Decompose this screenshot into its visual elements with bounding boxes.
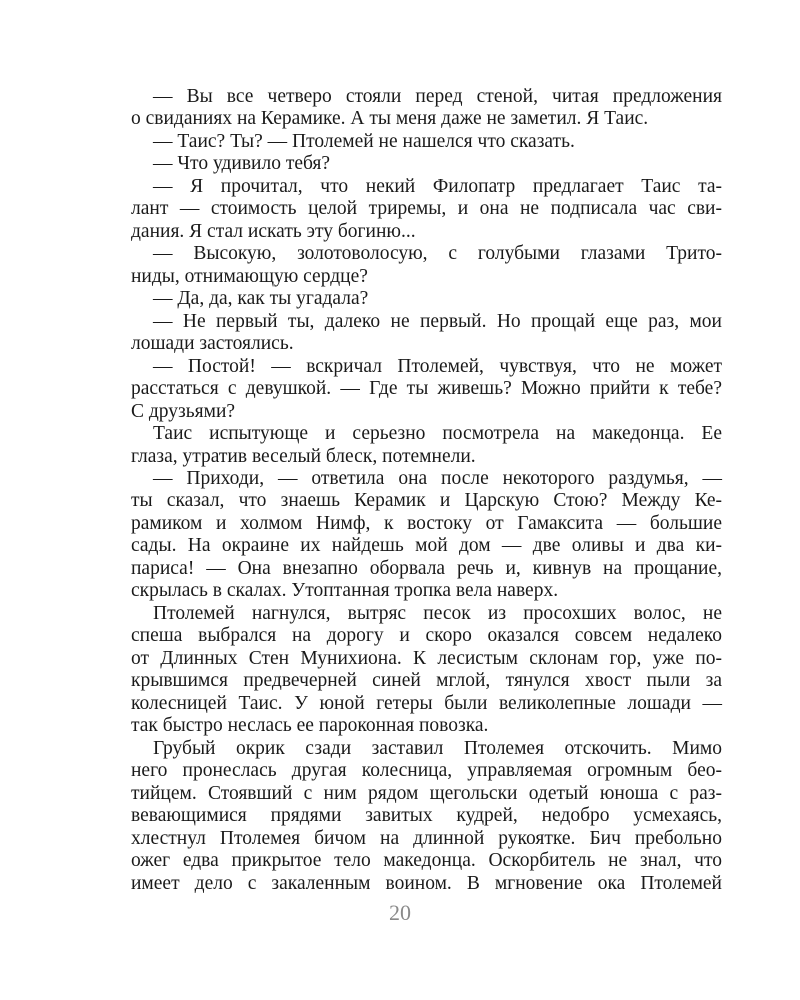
- text-line: тийцем. Стоявший с ним рядом щегольски одетый юноша с раз-: [131, 782, 722, 804]
- text-line: ты сказал, что знаешь Керамик и Царскую Стою? Между Ке-: [131, 490, 722, 512]
- text-line: так быстро неслась ее пароконная повозка.: [131, 715, 489, 737]
- text-line: — Приходи, — ответила она после некоторого раздумья, —: [153, 467, 722, 489]
- text-line: — Не первый ты, далеко не первый. Но прощай еще раз, мои: [153, 310, 722, 332]
- text-line: имеет дело с закаленным воином. В мгновение ока Птолемей: [131, 872, 722, 894]
- text-line: спеша выбрался на дорогу и скоро оказался совсем недалеко: [131, 625, 722, 647]
- text-line: него пронеслась другая колесница, управляемая огромным бео-: [131, 760, 722, 782]
- text-line: париса! — Она внезапно оборвала речь и, кивнув на прощание,: [131, 557, 722, 579]
- text-line: лант — стоимость целой триремы, и она не подписала час сви-: [131, 198, 722, 220]
- text-line: — Вы все четверо стояли перед стеной, читая предложения: [153, 85, 722, 107]
- text-line: — Что удивило тебя?: [153, 153, 331, 175]
- text-line: расстаться с девушкой. — Где ты живешь? Можно прийти к тебе?: [131, 378, 722, 400]
- text-line: — Да, да, как ты угадала?: [153, 288, 369, 310]
- text-line: вевающимися прядями завитых кудрей, недобро усмехаясь,: [131, 805, 722, 827]
- text-line: сады. На окраине их найдешь мой дом — две оливы и два ки-: [131, 535, 722, 557]
- text-line: от Длинных Стен Мунихиона. К лесистым склонам гор, уже по-: [131, 647, 722, 669]
- text-line: Таис испытующе и серьезно посмотрела на македонца. Ее: [153, 423, 722, 445]
- text-line: — Таис? Ты? — Птолемей не нашелся что сказать.: [153, 130, 575, 152]
- text-line: глаза, утратив веселый блеск, потемнели.: [131, 445, 476, 467]
- text-line: ниды, отнимающую сердце?: [131, 265, 368, 287]
- text-line: Птолемей нагнулся, вытряс песок из просохших волос, не: [153, 602, 722, 624]
- text-line: рамиком и холмом Нимф, к востоку от Гамаксита — большие: [131, 512, 722, 534]
- text-line: колесницей Таис. У юной гетеры были великолепные лошади —: [131, 692, 722, 714]
- page-number: 20: [389, 900, 411, 925]
- text-line: дания. Я стал искать эту богиню...: [131, 220, 416, 242]
- text-line: крывшимся предвечерней синей мглой, тянулся хвост пыли за: [131, 670, 722, 692]
- text-line: — Высокую, золотоволосую, с голубыми глазами Трито-: [153, 243, 722, 265]
- text-line: ожег едва прикрытое тело македонца. Оскорбитель не знал, что: [131, 850, 722, 872]
- text-line: хлестнул Птолемея бичом на длинной рукоятке. Бич пребольно: [131, 827, 722, 849]
- text-line: о свиданиях на Керамике. А ты меня даже не заметил. Я Таис.: [131, 108, 649, 130]
- page-text: [131, 86, 722, 895]
- text-line: — Я прочитал, что некий Филопатр предлагает Таис та-: [153, 175, 722, 197]
- text-line: лошади застоялись.: [131, 333, 294, 355]
- text-line: С друзьями?: [131, 400, 236, 422]
- text-line: — Постой! — вскричал Птолемей, чувствуя, что не может: [153, 355, 722, 377]
- text-line: Грубый окрик сзади заставил Птолемея отскочить. Мимо: [153, 737, 722, 759]
- text-line: скрылась в скалах. Утоптанная тропка вела наверх.: [131, 580, 559, 602]
